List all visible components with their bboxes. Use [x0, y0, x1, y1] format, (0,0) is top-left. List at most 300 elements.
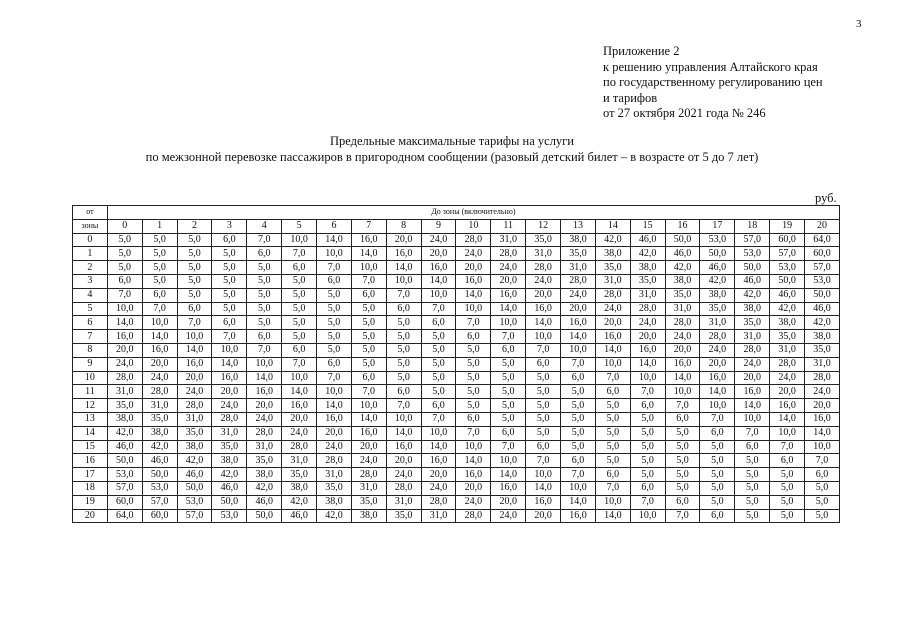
table-cell: 16,0: [421, 261, 456, 275]
table-cell: 64,0: [107, 509, 142, 523]
table-cell: 5,0: [351, 316, 386, 330]
table-cell: 5,0: [386, 343, 421, 357]
table-cell: 31,0: [212, 426, 247, 440]
table-cell: 5,0: [491, 412, 526, 426]
table-cell: 5,0: [735, 468, 770, 482]
table-cell: 6,0: [805, 468, 840, 482]
table-cell: 5,0: [700, 495, 735, 509]
corner-from-label: от: [73, 206, 108, 220]
table-cell: 14,0: [421, 440, 456, 454]
table-cell: 14,0: [561, 495, 596, 509]
table-cell: 35,0: [282, 468, 317, 482]
table-cell: 24,0: [491, 509, 526, 523]
table-cell: 6,0: [665, 412, 700, 426]
table-cell: 6,0: [317, 274, 352, 288]
table-cell: 6,0: [142, 288, 177, 302]
row-zone-label: 17: [73, 468, 108, 482]
table-cell: 53,0: [700, 233, 735, 247]
table-cell: 5,0: [107, 247, 142, 261]
table-cell: 6,0: [595, 385, 630, 399]
table-cell: 20,0: [595, 316, 630, 330]
table-cell: 16,0: [595, 330, 630, 344]
table-cell: 6,0: [421, 399, 456, 413]
table-cell: 10,0: [491, 454, 526, 468]
table-cell: 35,0: [770, 330, 805, 344]
table-cell: 14,0: [107, 316, 142, 330]
table-cell: 31,0: [107, 385, 142, 399]
table-cell: 7,0: [526, 454, 561, 468]
table-cell: 35,0: [212, 440, 247, 454]
table-cell: 16,0: [317, 412, 352, 426]
table-cell: 24,0: [177, 385, 212, 399]
table-cell: 28,0: [247, 426, 282, 440]
table-row: [73, 343, 840, 357]
table-cell: 6,0: [456, 330, 491, 344]
table-cell: 14,0: [247, 371, 282, 385]
table-cell: 35,0: [142, 412, 177, 426]
table-cell: 46,0: [665, 247, 700, 261]
table-cell: 6,0: [491, 426, 526, 440]
table-cell: 20,0: [142, 357, 177, 371]
table-cell: 6,0: [282, 343, 317, 357]
table-cell: 16,0: [526, 495, 561, 509]
table-cell: 7,0: [107, 288, 142, 302]
table-cell: 5,0: [561, 426, 596, 440]
table-cell: 20,0: [526, 509, 561, 523]
table-cell: 6,0: [421, 316, 456, 330]
table-cell: 6,0: [770, 454, 805, 468]
table-cell: 5,0: [212, 261, 247, 275]
table-cell: 5,0: [491, 371, 526, 385]
table-cell: 28,0: [177, 399, 212, 413]
table-cell: 20,0: [561, 302, 596, 316]
table-cell: 38,0: [142, 426, 177, 440]
table-cell: 10,0: [561, 481, 596, 495]
table-cell: 5,0: [665, 468, 700, 482]
table-cell: 6,0: [212, 233, 247, 247]
table-cell: 5,0: [177, 233, 212, 247]
table-cell: 24,0: [665, 330, 700, 344]
table-cell: 28,0: [282, 440, 317, 454]
row-zone-label: 4: [73, 288, 108, 302]
table-cell: 35,0: [317, 481, 352, 495]
table-cell: 38,0: [351, 509, 386, 523]
table-cell: 7,0: [386, 288, 421, 302]
table-cell: 24,0: [456, 247, 491, 261]
table-cell: 20,0: [491, 274, 526, 288]
row-zone-label: 14: [73, 426, 108, 440]
table-cell: 5,0: [212, 274, 247, 288]
table-header-row: [73, 206, 840, 220]
table-cell: 5,0: [421, 357, 456, 371]
appendix-line: к решению управления Алтайского края: [603, 59, 818, 74]
column-header: 5: [282, 219, 317, 233]
table-cell: 14,0: [317, 399, 352, 413]
table-cell: 5,0: [735, 481, 770, 495]
table-cell: 35,0: [247, 454, 282, 468]
table-cell: 5,0: [491, 399, 526, 413]
table-cell: 7,0: [247, 343, 282, 357]
table-cell: 6,0: [107, 274, 142, 288]
table-row: [73, 261, 840, 275]
table-cell: 7,0: [665, 399, 700, 413]
row-zone-label: 5: [73, 302, 108, 316]
table-cell: 16,0: [386, 247, 421, 261]
table-cell: 31,0: [351, 481, 386, 495]
table-cell: 16,0: [212, 371, 247, 385]
table-cell: 10,0: [247, 357, 282, 371]
table-cell: 7,0: [212, 330, 247, 344]
table-cell: 5,0: [212, 247, 247, 261]
table-cell: 57,0: [107, 481, 142, 495]
row-zone-label: 3: [73, 274, 108, 288]
table-cell: 16,0: [700, 371, 735, 385]
table-cell: 60,0: [142, 509, 177, 523]
table-cell: 16,0: [386, 440, 421, 454]
table-cell: 31,0: [491, 233, 526, 247]
table-cell: 14,0: [491, 302, 526, 316]
table-cell: 10,0: [107, 302, 142, 316]
table-cell: 5,0: [456, 399, 491, 413]
table-cell: 16,0: [142, 343, 177, 357]
table-cell: 7,0: [561, 468, 596, 482]
table-cell: 5,0: [665, 481, 700, 495]
table-row: [73, 509, 840, 523]
table-cell: 35,0: [735, 316, 770, 330]
table-cell: 31,0: [247, 440, 282, 454]
table-cell: 10,0: [595, 357, 630, 371]
table-cell: 5,0: [351, 330, 386, 344]
table-cell: 14,0: [805, 426, 840, 440]
table-cell: 5,0: [805, 481, 840, 495]
table-cell: 38,0: [317, 495, 352, 509]
table-cell: 7,0: [491, 440, 526, 454]
table-cell: 5,0: [561, 440, 596, 454]
table-cell: 5,0: [526, 412, 561, 426]
appendix-block: [603, 44, 823, 122]
row-zone-label: 13: [73, 412, 108, 426]
table-cell: 35,0: [107, 399, 142, 413]
table-cell: 6,0: [526, 440, 561, 454]
table-cell: 5,0: [142, 247, 177, 261]
table-cell: 20,0: [247, 399, 282, 413]
table-row: [73, 495, 840, 509]
table-cell: 14,0: [665, 371, 700, 385]
table-cell: 38,0: [107, 412, 142, 426]
table-cell: 20,0: [107, 343, 142, 357]
table-cell: 14,0: [456, 454, 491, 468]
table-cell: 42,0: [630, 247, 665, 261]
table-row: [73, 247, 840, 261]
table-cell: 20,0: [630, 330, 665, 344]
table-cell: 10,0: [282, 233, 317, 247]
table-cell: 31,0: [595, 274, 630, 288]
table-cell: 50,0: [177, 481, 212, 495]
table-cell: 10,0: [351, 399, 386, 413]
table-cell: 5,0: [282, 330, 317, 344]
column-header: 11: [491, 219, 526, 233]
table-cell: 60,0: [805, 247, 840, 261]
table-cell: 6,0: [456, 412, 491, 426]
table-cell: 50,0: [247, 509, 282, 523]
table-cell: 7,0: [142, 302, 177, 316]
table-body: [73, 233, 840, 523]
title-line-1: Предельные максимальные тарифы на услуги: [329, 134, 574, 148]
table-cell: 5,0: [700, 440, 735, 454]
column-header: 9: [421, 219, 456, 233]
table-cell: 5,0: [282, 274, 317, 288]
table-cell: 42,0: [770, 302, 805, 316]
table-cell: 6,0: [491, 343, 526, 357]
tariff-table: [72, 205, 840, 523]
table-cell: 35,0: [805, 343, 840, 357]
table-cell: 5,0: [177, 274, 212, 288]
table-cell: 57,0: [142, 495, 177, 509]
table-cell: 28,0: [107, 371, 142, 385]
table-cell: 42,0: [805, 316, 840, 330]
table-cell: 20,0: [456, 481, 491, 495]
table-cell: 5,0: [386, 316, 421, 330]
table-row: [73, 274, 840, 288]
column-header: 8: [386, 219, 421, 233]
table-cell: 5,0: [700, 454, 735, 468]
table-cell: 16,0: [351, 233, 386, 247]
table-cell: 5,0: [177, 261, 212, 275]
table-cell: 31,0: [142, 399, 177, 413]
table-cell: 28,0: [665, 316, 700, 330]
table-cell: 5,0: [317, 316, 352, 330]
table-cell: 6,0: [735, 440, 770, 454]
table-cell: 28,0: [770, 357, 805, 371]
table-row: [73, 385, 840, 399]
table-cell: 50,0: [142, 468, 177, 482]
table-cell: 50,0: [770, 274, 805, 288]
table-cell: 5,0: [456, 343, 491, 357]
table-cell: 53,0: [212, 509, 247, 523]
row-zone-label: 0: [73, 233, 108, 247]
table-cell: 6,0: [630, 481, 665, 495]
table-cell: 38,0: [665, 274, 700, 288]
table-cell: 46,0: [142, 454, 177, 468]
table-cell: 5,0: [317, 343, 352, 357]
table-cell: 10,0: [665, 385, 700, 399]
table-cell: 24,0: [595, 302, 630, 316]
table-cell: 20,0: [805, 399, 840, 413]
table-cell: 20,0: [770, 385, 805, 399]
appendix-line: Приложение 2: [603, 44, 680, 58]
table-row: [73, 288, 840, 302]
table-cell: 10,0: [386, 412, 421, 426]
table-cell: 5,0: [282, 288, 317, 302]
table-cell: 14,0: [561, 330, 596, 344]
table-cell: 10,0: [456, 302, 491, 316]
table-cell: 38,0: [630, 261, 665, 275]
table-cell: 24,0: [421, 233, 456, 247]
table-cell: 31,0: [700, 316, 735, 330]
column-header: 2: [177, 219, 212, 233]
table-cell: 24,0: [317, 440, 352, 454]
table-cell: 57,0: [805, 261, 840, 275]
table-cell: 14,0: [526, 481, 561, 495]
table-cell: 5,0: [630, 468, 665, 482]
table-cell: 5,0: [247, 288, 282, 302]
table-cell: 6,0: [561, 454, 596, 468]
table-cell: 24,0: [491, 261, 526, 275]
table-cell: 5,0: [142, 261, 177, 275]
table-cell: 5,0: [805, 495, 840, 509]
table-cell: 7,0: [317, 261, 352, 275]
table-row: [73, 412, 840, 426]
table-cell: 5,0: [561, 412, 596, 426]
table-cell: 20,0: [282, 412, 317, 426]
table-cell: 50,0: [107, 454, 142, 468]
table-cell: 5,0: [735, 495, 770, 509]
appendix-line: от 27 октября 2021 года № 246: [603, 106, 766, 120]
column-header: 15: [630, 219, 665, 233]
table-cell: 6,0: [386, 385, 421, 399]
table-cell: 7,0: [630, 385, 665, 399]
table-cell: 35,0: [526, 233, 561, 247]
table-cell: 24,0: [282, 426, 317, 440]
table-cell: 14,0: [421, 274, 456, 288]
table-cell: 31,0: [177, 412, 212, 426]
table-cell: 14,0: [595, 343, 630, 357]
table-cell: 5,0: [282, 316, 317, 330]
column-header: 19: [770, 219, 805, 233]
table-cell: 5,0: [177, 247, 212, 261]
table-cell: 5,0: [595, 412, 630, 426]
table-cell: 31,0: [282, 454, 317, 468]
table-cell: 7,0: [770, 440, 805, 454]
table-cell: 38,0: [212, 454, 247, 468]
table-cell: 24,0: [386, 468, 421, 482]
table-cell: 10,0: [630, 371, 665, 385]
table-cell: 14,0: [386, 426, 421, 440]
table-cell: 5,0: [107, 233, 142, 247]
corner-zone-label: зоны: [73, 219, 108, 233]
table-cell: 50,0: [212, 495, 247, 509]
table-cell: 57,0: [177, 509, 212, 523]
table-cell: 5,0: [107, 261, 142, 275]
table-cell: 20,0: [177, 371, 212, 385]
table-cell: 16,0: [107, 330, 142, 344]
table-cell: 5,0: [247, 316, 282, 330]
table-cell: 31,0: [805, 357, 840, 371]
table-cell: 5,0: [177, 288, 212, 302]
table-cell: 28,0: [456, 233, 491, 247]
table-cell: 7,0: [351, 385, 386, 399]
table-cell: 5,0: [526, 385, 561, 399]
column-header: 12: [526, 219, 561, 233]
row-zone-label: 6: [73, 316, 108, 330]
table-cell: 10,0: [317, 385, 352, 399]
table-cell: 53,0: [177, 495, 212, 509]
table-cell: 5,0: [351, 302, 386, 316]
table-cell: 20,0: [735, 371, 770, 385]
row-zone-label: 11: [73, 385, 108, 399]
table-cell: 5,0: [456, 385, 491, 399]
table-cell: 57,0: [770, 247, 805, 261]
table-cell: 6,0: [177, 302, 212, 316]
table-cell: 7,0: [386, 399, 421, 413]
table-cell: 38,0: [595, 247, 630, 261]
table-cell: 5,0: [700, 468, 735, 482]
table-cell: 6,0: [317, 357, 352, 371]
table-cell: 5,0: [212, 288, 247, 302]
table-cell: 14,0: [351, 247, 386, 261]
table-cell: 20,0: [351, 440, 386, 454]
table-cell: 38,0: [735, 302, 770, 316]
table-cell: 20,0: [421, 468, 456, 482]
table-cell: 14,0: [491, 468, 526, 482]
table-cell: 50,0: [700, 247, 735, 261]
column-header-row: [73, 219, 840, 233]
table-cell: 5,0: [630, 426, 665, 440]
table-cell: 10,0: [421, 426, 456, 440]
table-cell: 24,0: [805, 385, 840, 399]
table-cell: 5,0: [630, 440, 665, 454]
table-cell: 7,0: [561, 357, 596, 371]
table-cell: 53,0: [805, 274, 840, 288]
table-cell: 50,0: [805, 288, 840, 302]
table-cell: 5,0: [351, 343, 386, 357]
table-cell: 5,0: [595, 399, 630, 413]
table-cell: 7,0: [177, 316, 212, 330]
table-cell: 10,0: [212, 343, 247, 357]
table-cell: 24,0: [351, 454, 386, 468]
table-cell: 6,0: [282, 261, 317, 275]
table-cell: 28,0: [595, 288, 630, 302]
table-cell: 5,0: [561, 385, 596, 399]
table-cell: 6,0: [700, 509, 735, 523]
table-cell: 16,0: [456, 468, 491, 482]
table-cell: 5,0: [282, 302, 317, 316]
table-cell: 5,0: [805, 509, 840, 523]
table-cell: 42,0: [142, 440, 177, 454]
table-cell: 38,0: [805, 330, 840, 344]
table-cell: 14,0: [735, 399, 770, 413]
table-cell: 46,0: [735, 274, 770, 288]
table-cell: 5,0: [351, 357, 386, 371]
column-header: 20: [805, 219, 840, 233]
table-row: [73, 371, 840, 385]
table-cell: 38,0: [561, 233, 596, 247]
table-cell: 5,0: [247, 302, 282, 316]
table-cell: 7,0: [456, 316, 491, 330]
table-cell: 16,0: [351, 426, 386, 440]
table-cell: 5,0: [247, 274, 282, 288]
table-cell: 7,0: [456, 426, 491, 440]
table-cell: 53,0: [142, 481, 177, 495]
table-cell: 7,0: [282, 357, 317, 371]
table-cell: 5,0: [526, 426, 561, 440]
table-cell: 14,0: [142, 330, 177, 344]
table-cell: 42,0: [247, 481, 282, 495]
row-zone-label: 12: [73, 399, 108, 413]
table-cell: 14,0: [770, 412, 805, 426]
table-cell: 6,0: [665, 495, 700, 509]
table-cell: 5,0: [421, 371, 456, 385]
column-header: 0: [107, 219, 142, 233]
table-cell: 5,0: [630, 454, 665, 468]
table-cell: 24,0: [142, 371, 177, 385]
table-cell: 7,0: [630, 495, 665, 509]
table-cell: 7,0: [735, 426, 770, 440]
table-cell: 10,0: [177, 330, 212, 344]
table-cell: 5,0: [317, 288, 352, 302]
table-cell: 16,0: [177, 357, 212, 371]
row-zone-label: 15: [73, 440, 108, 454]
